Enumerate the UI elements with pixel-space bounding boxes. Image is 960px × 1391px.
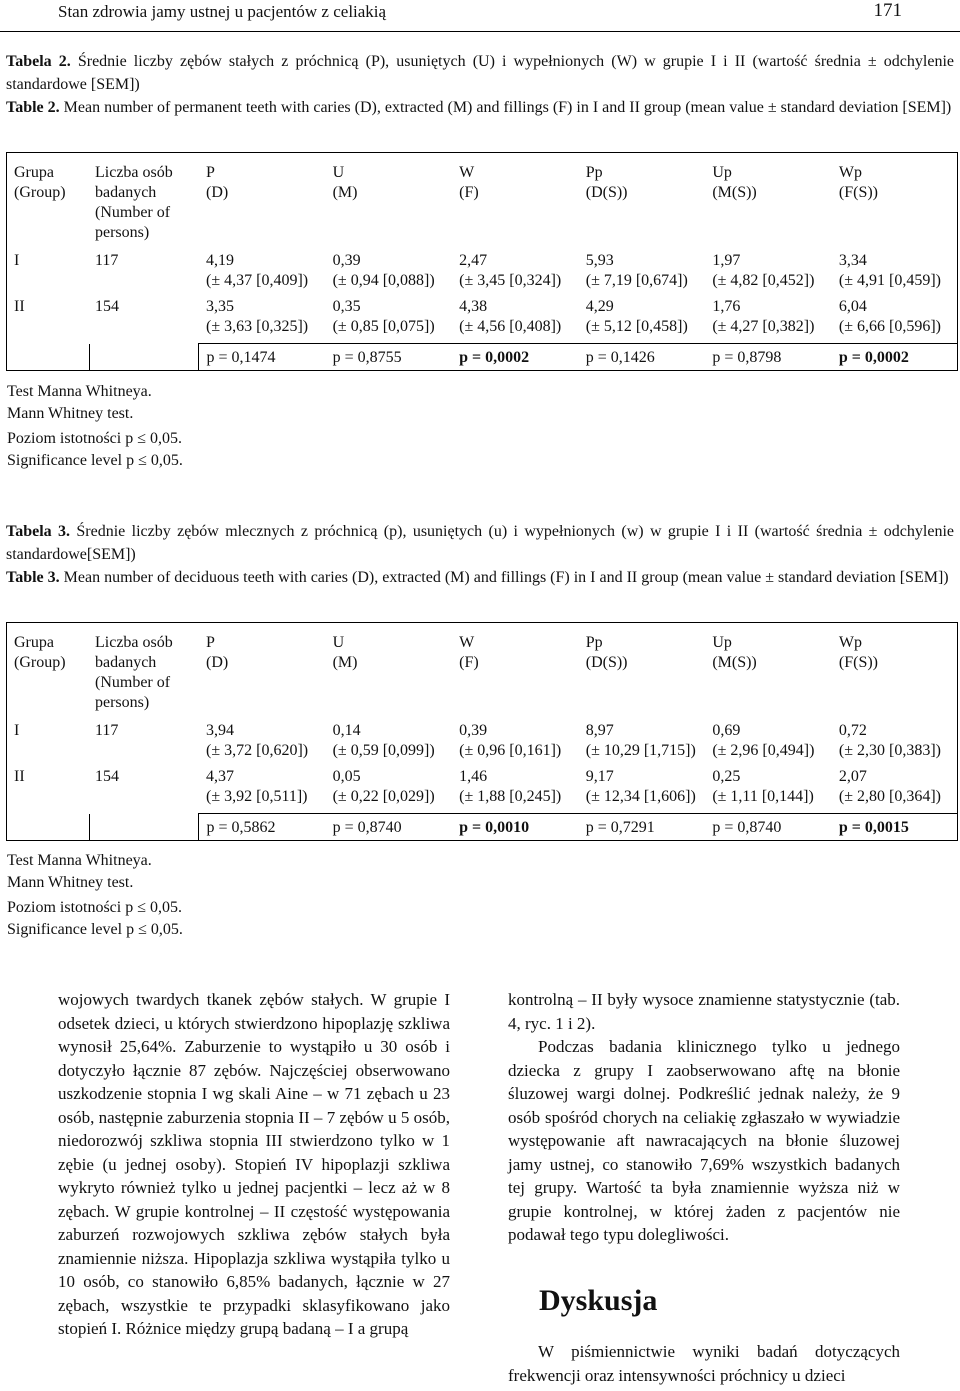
cell-line: Liczba osób [95, 634, 173, 651]
cell-line: P [206, 164, 215, 181]
cell-line: 3,35 [206, 298, 234, 315]
p-value-cell: p = 0,8740 [704, 814, 831, 841]
table3-caption-pl-text: Średnie liczby zębów mlecznych z próchnicą (p), usuniętych (u) i wypełnionych (w) w grupie I i II (wartość średnia ± odchylenie standardowe[SEM]) [6, 523, 954, 563]
value-cell [451, 721, 578, 767]
cell-line: 5,93 [585, 252, 614, 269]
cell-line: (M(S)) [712, 654, 757, 671]
cell-line: (± 5,12 [0,458]) [585, 318, 688, 335]
cell-line: W [459, 164, 475, 181]
value-cell [578, 297, 705, 344]
cell-line: (± 3,72 [0,620]) [206, 742, 309, 759]
cell-line: (D) [206, 184, 229, 201]
value-cell [704, 721, 831, 767]
value-cell [451, 767, 578, 814]
table2-caption-pl-label: Tabela 2. [6, 53, 71, 70]
cell-line: Up [712, 164, 732, 181]
table2-caption-pl [6, 50, 954, 96]
cell-line: 3,94 [206, 722, 234, 739]
p-value-cell: p = 0,8755 [325, 344, 452, 371]
column-header [578, 153, 705, 252]
table2-note: Mann Whitney test. [7, 404, 134, 422]
cell-line: (Number of [95, 674, 171, 691]
cell-line: 4,38 [459, 298, 488, 315]
cell-line: (± 1,88 [0,245]) [459, 788, 562, 805]
table3-note: Mann Whitney test. [7, 873, 134, 891]
cell-line: (± 2,30 [0,383]) [838, 742, 941, 759]
value-cell [451, 297, 578, 344]
table2-note: Significance level p ≤ 0,05. [7, 451, 183, 469]
cell-line: Pp [585, 634, 603, 651]
column-header [831, 153, 958, 252]
column-header [451, 153, 578, 252]
value-cell [831, 767, 958, 814]
cell-line: 3,34 [838, 252, 867, 269]
body-paragraph: wojowych twardych tkanek zębów stałych. W grupie I odsetek dzieci, u których stwierdzono hipoplazję szkliwa wynosił 25,64%. Zaburzenie to wystąpiło u 30 osób i dotyczyło łącznie 87 zębów. Najczęściej obserwowano uszkodzenie stopnia I wg skali Aine – w 71 zębach u 23 osób, następnie zaburzenia stopnia II – 7 zębów u 5 osób, niedorozwój szkliwa stopnia III stwierdzono tylko w 1 zębie (u jednej osoby). Stopień IV hipoplazji szkliwa wykryto również tylko u jednej pacjentki – lecz aż w 8 zębach. W grupie kontrolnej – II częstość występowania zaburzeń rozwojowych szkliwa zębów stałych była znamiennie niższa. Hipoplazja szkliwa wystąpiła tylko u 10 osób, co stanowiło 6,85% badanych, łącznie w 27 zębach, wszystkie te przypadki sklasyfikowano jako stopień I. Różnice między grupą badaną – I a grupą [58, 990, 450, 1338]
table3-caption-pl [6, 520, 954, 566]
column-header [89, 623, 198, 722]
body-paragraph: kontrolną – II były wysoce znamienne statystycznie (tab. 4, ryc. 1 i 2). [508, 990, 900, 1033]
cell-line: (± 0,96 [0,161]) [459, 742, 562, 759]
cell-line: (D(S)) [585, 184, 628, 201]
p-value-cell: p = 0,0010 [451, 814, 578, 841]
cell-line: U [332, 634, 345, 651]
column-header [451, 623, 578, 722]
table3-notes [7, 850, 183, 940]
cell-line: Grupa [14, 164, 54, 181]
table3-note: Test Manna Whitneya. [7, 852, 152, 869]
cell-line: 0,05 [332, 768, 361, 785]
cell-line: (± 12,34 [1,606]) [585, 788, 696, 805]
p-value-cell: p = 0,8798 [704, 344, 831, 371]
cell-line: (± 0,94 [0,088]) [332, 272, 435, 289]
table3-caption-en-text: Mean number of deciduous teeth with caries (D), extracted (M) and fillings (F) in I and II group (mean value ± standard deviation [SEM]) [63, 569, 949, 586]
column-header [831, 623, 958, 722]
body-right-column [508, 988, 900, 1247]
table2-caption-en [6, 96, 954, 119]
cell-line: (F(S)) [838, 654, 878, 671]
column-header [89, 153, 198, 252]
cell-line: (± 1,11 [0,144]) [712, 788, 814, 805]
cell-line: U [332, 164, 345, 181]
value-cell [578, 251, 705, 297]
value-cell [325, 297, 452, 344]
body-paragraph: Podczas badania klinicznego tylko u jednego dziecka z grupy I zaobserwowano aftę na błonie śluzowej wargi dolnej. Podkreślić jednak należy, że 9 osób spośród chorych na celiakię zgłaszało w wywiadzie występowanie aft nawracających na błonie śluzowej jamy ustnej, co stanowiło 7,69% wszystkich badanych tej grupy. Wartość ta była znamiennie wyższa niż w grupie kontrolnej, w której żaden z pacjentów nie podawał tego typu dolegliwości. [508, 1037, 900, 1244]
cell-line: 1,76 [712, 298, 741, 315]
table-row [7, 721, 958, 767]
cell-line: 2,07 [838, 768, 867, 785]
table3-caption-en [6, 566, 954, 589]
cell-line: 0,39 [332, 252, 361, 269]
p-value-row [7, 814, 958, 841]
column-header [198, 153, 325, 252]
count-cell: 117 [95, 722, 119, 739]
table3-note: Significance level p ≤ 0,05. [7, 920, 183, 938]
body-right-column-continued [508, 1340, 900, 1387]
cell-line: (± 7,19 [0,674]) [585, 272, 688, 289]
table3-grid [6, 622, 958, 841]
value-cell [325, 251, 452, 297]
section-heading: Dyskusja [539, 1284, 658, 1317]
cell-line: 1,46 [459, 768, 488, 785]
cell-line: persons) [95, 224, 150, 241]
cell-line: 9,17 [585, 768, 614, 785]
cell-line: Wp [838, 164, 862, 181]
value-cell [578, 767, 705, 814]
cell-line: (F(S)) [838, 184, 878, 201]
group-cell: I [7, 251, 90, 297]
table-row [7, 297, 958, 344]
cell-line: 2,47 [459, 252, 488, 269]
p-value-row [7, 344, 958, 371]
table3-caption-en-label: Table 3. [6, 569, 60, 586]
table2-caption-pl-text: Średnie liczby zębów stałych z próchnicą (P), usuniętych (U) i wypełnionych (W) w grupie I i II (wartość średnia ± odchylenie standardowe [SEM]) [6, 53, 954, 93]
cell-line: badanych [95, 654, 157, 671]
cell-line: (M) [332, 184, 358, 201]
value-cell [704, 251, 831, 297]
cell-line: Liczba osób [95, 164, 173, 181]
cell-line: P [206, 634, 215, 651]
body-left-column [58, 988, 450, 1341]
cell-line: (Group) [14, 184, 66, 201]
cell-line: 6,04 [838, 298, 867, 315]
group-cell: I [7, 721, 90, 767]
table2-note: Poziom istotności p ≤ 0,05. [7, 430, 183, 447]
count-cell: 117 [95, 252, 119, 269]
cell-line: persons) [95, 694, 150, 711]
cell-line: 0,14 [332, 722, 361, 739]
table2-grid [6, 152, 958, 371]
table2-note: Test Manna Whitneya. [7, 383, 152, 400]
cell-line: (M(S)) [712, 184, 757, 201]
cell-line: W [459, 634, 475, 651]
value-cell [325, 721, 452, 767]
cell-line: (Group) [14, 654, 66, 671]
table2-caption-en-text: Mean number of permanent teeth with caries (D), extracted (M) and fillings (F) in I and II group (mean value ± standard deviation [SEM]) [63, 99, 952, 116]
empty-cell [7, 344, 90, 371]
body-paragraph: W piśmiennictwie wyniki badań dotyczących frekwencji oraz intensywności próchnicy u dzieci [508, 1342, 900, 1385]
column-header [198, 623, 325, 722]
p-value-cell: p = 0,0015 [831, 814, 958, 841]
group-cell: II [7, 297, 90, 344]
column-header [704, 623, 831, 722]
empty-cell [89, 814, 198, 841]
group-cell: II [7, 767, 90, 814]
count-cell: 154 [95, 298, 119, 315]
p-value-cell: p = 0,0002 [451, 344, 578, 371]
cell-line: Pp [585, 164, 603, 181]
table3-note: Poziom istotności p ≤ 0,05. [7, 899, 183, 916]
cell-line: 4,29 [585, 298, 614, 315]
cell-line: 0,25 [712, 768, 741, 785]
cell-line: badanych [95, 184, 157, 201]
value-cell [198, 767, 325, 814]
value-cell [831, 297, 958, 344]
cell-line: (± 4,56 [0,408]) [459, 318, 562, 335]
cell-line: Grupa [14, 634, 54, 651]
cell-line: Up [712, 634, 732, 651]
value-cell [831, 251, 958, 297]
cell-line: (± 4,37 [0,409]) [206, 272, 309, 289]
value-cell [198, 251, 325, 297]
table-header-row [7, 153, 958, 252]
cell-line: (D) [206, 654, 229, 671]
column-header [578, 623, 705, 722]
cell-line: (F) [459, 184, 479, 201]
cell-line: (± 4,27 [0,382]) [712, 318, 815, 335]
count-cell: 154 [95, 768, 119, 785]
cell-line: (D(S)) [585, 654, 628, 671]
p-value-cell: p = 0,7291 [578, 814, 705, 841]
column-header [7, 153, 90, 252]
page-number: 171 [873, 0, 902, 21]
table-row [7, 251, 958, 297]
p-value-cell: p = 0,1426 [578, 344, 705, 371]
p-value-cell: p = 0,1474 [198, 344, 325, 371]
cell-line: (± 6,66 [0,596]) [838, 318, 941, 335]
value-cell [704, 767, 831, 814]
value-cell [451, 251, 578, 297]
cell-line: 0,69 [712, 722, 741, 739]
table2-notes [7, 381, 183, 471]
running-title: Stan zdrowia jamy ustnej u pacjentów z celiakią [58, 2, 387, 21]
p-value-cell: p = 0,5862 [198, 814, 325, 841]
cell-line: (± 10,29 [1,715]) [585, 742, 696, 759]
cell-line: 4,37 [206, 768, 234, 785]
p-value-cell: p = 0,8740 [325, 814, 452, 841]
value-cell [578, 721, 705, 767]
cell-line: (± 4,82 [0,452]) [712, 272, 815, 289]
table-row [7, 767, 958, 814]
table2 [6, 152, 958, 371]
empty-cell [7, 814, 90, 841]
cell-line: (± 0,22 [0,029]) [332, 788, 435, 805]
value-cell [198, 721, 325, 767]
table3-caption-pl-label: Tabela 3. [6, 523, 71, 540]
value-cell [325, 767, 452, 814]
column-header [704, 153, 831, 252]
header-rule [0, 31, 960, 32]
value-cell [704, 297, 831, 344]
cell-line: 4,19 [206, 252, 234, 269]
cell-line: (± 3,63 [0,325]) [206, 318, 309, 335]
cell-line: (M) [332, 654, 358, 671]
column-header [325, 153, 452, 252]
table2-caption-en-label: Table 2. [6, 99, 60, 116]
cell-line: (± 4,91 [0,459]) [838, 272, 941, 289]
cell-line: (F) [459, 654, 479, 671]
column-header [7, 623, 90, 722]
cell-line: 0,39 [459, 722, 488, 739]
cell-line: (Number of [95, 204, 171, 221]
column-header [325, 623, 452, 722]
table-header-row [7, 623, 958, 722]
cell-line: 8,97 [585, 722, 614, 739]
empty-cell [89, 344, 198, 371]
p-value-cell: p = 0,0002 [831, 344, 958, 371]
cell-line: (± 2,80 [0,364]) [838, 788, 941, 805]
value-cell [198, 297, 325, 344]
cell-line: (± 3,45 [0,324]) [459, 272, 562, 289]
cell-line: (± 3,92 [0,511]) [206, 788, 308, 805]
cell-line: (± 0,85 [0,075]) [332, 318, 435, 335]
value-cell [831, 721, 958, 767]
cell-line: 0,72 [838, 722, 867, 739]
cell-line: (± 0,59 [0,099]) [332, 742, 435, 759]
table3 [6, 622, 958, 841]
cell-line: (± 2,96 [0,494]) [712, 742, 815, 759]
cell-line: Wp [838, 634, 862, 651]
cell-line: 1,97 [712, 252, 741, 269]
cell-line: 0,35 [332, 298, 361, 315]
